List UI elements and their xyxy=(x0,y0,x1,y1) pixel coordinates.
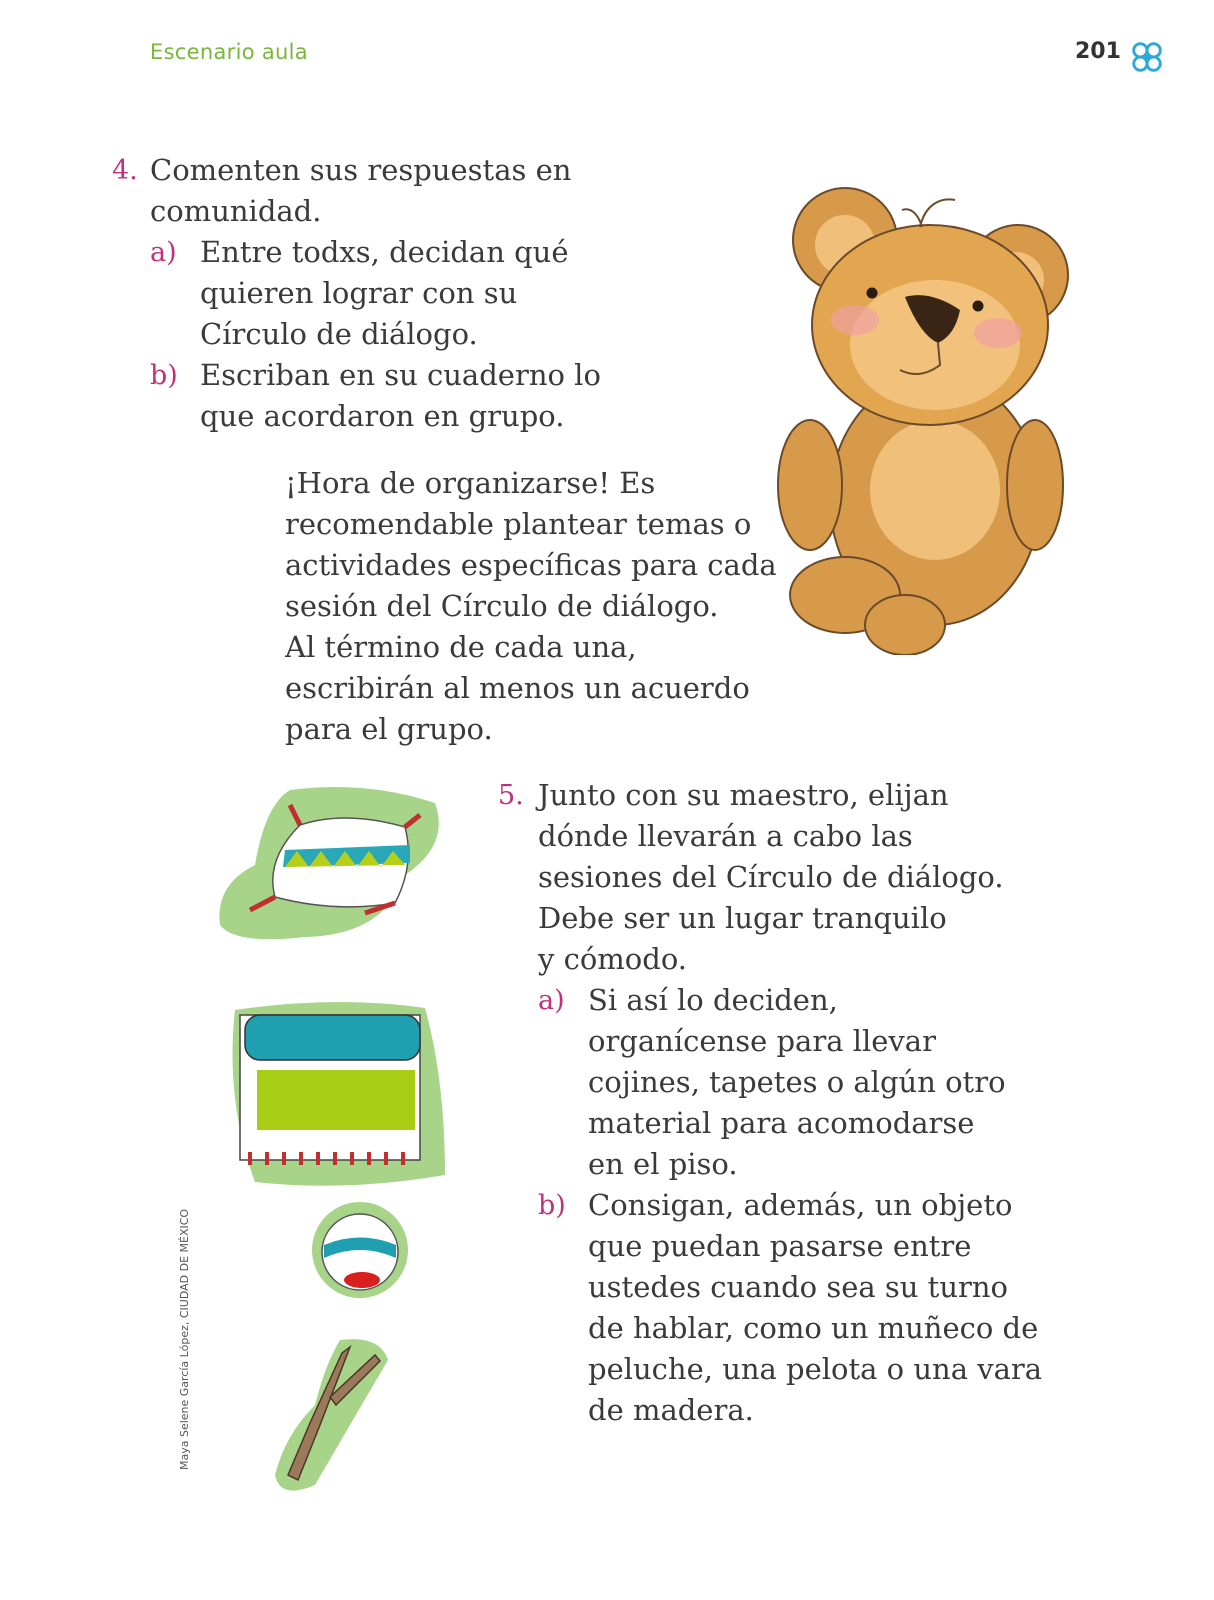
note-line-4: sesión del Círculo de diálogo. xyxy=(285,589,719,623)
illustration-credit: Maya Selene García López, CIUDAD DE MÉXICO xyxy=(178,1208,191,1470)
item-5a-line-1: Si así lo deciden, xyxy=(588,983,838,1017)
stick-illustration xyxy=(270,1335,395,1495)
item-5a-line-3: cojines, tapetes o algún otro xyxy=(588,1065,1006,1099)
item-5b-line-1: Consigan, además, un objeto xyxy=(588,1188,1013,1222)
ball-illustration xyxy=(310,1200,410,1300)
item-5b-line-4: de hablar, como un muñeco de xyxy=(588,1311,1039,1345)
section-title: Escenario aula xyxy=(150,40,308,64)
item-4b-line-2: que acordaron en grupo. xyxy=(200,399,565,433)
item-5b-line-2: que puedan pasarse entre xyxy=(588,1229,972,1263)
item-4-line-2: comunidad. xyxy=(150,194,322,228)
item-4a-line-2: quieren lograr con su xyxy=(200,276,518,310)
note-line-6: escribirán al menos un acuerdo xyxy=(285,671,750,705)
item-4b-line-1: Escriban en su cuaderno lo xyxy=(200,358,601,392)
item-5b-line-6: de madera. xyxy=(588,1393,754,1427)
item-5b-line-3: ustedes cuando sea su turno xyxy=(588,1270,1008,1304)
page-number: 201 xyxy=(1075,39,1121,64)
item-4-line-1: Comenten sus respuestas en xyxy=(150,153,572,187)
item-5-line-3: sesiones del Círculo de diálogo. xyxy=(538,860,1004,894)
item-5b-line-5: peluche, una pelota o una vara xyxy=(588,1352,1043,1386)
teddy-bear-illustration xyxy=(770,185,1090,655)
item-5a-line-4: material para acomodarse xyxy=(588,1106,975,1140)
item-4a-line-1: Entre todxs, decidan qué xyxy=(200,235,569,269)
item-5-line-4: Debe ser un lugar tranquilo xyxy=(538,901,947,935)
note-line-1: ¡Hora de organizarse! Es xyxy=(285,466,656,500)
item-5a-line-5: en el piso. xyxy=(588,1147,738,1181)
note-line-5: Al término de cada una, xyxy=(285,630,637,664)
note-line-3: actividades específicas para cada xyxy=(285,548,777,582)
rug-illustration xyxy=(225,1000,450,1190)
note-line-7: para el grupo. xyxy=(285,712,493,746)
item-5-line-2: dónde llevarán a cabo las xyxy=(538,819,913,853)
item-5a-line-2: organícense para llevar xyxy=(588,1024,936,1058)
item-4b-label: b) xyxy=(150,360,178,391)
item-5-number: 5. xyxy=(498,780,524,811)
flower-knot-icon xyxy=(1128,38,1166,76)
item-4-number: 4. xyxy=(112,155,138,186)
cushion-illustration xyxy=(215,785,445,945)
item-5-line-1: Junto con su maestro, elijan xyxy=(538,778,949,812)
item-4a-label: a) xyxy=(150,237,177,268)
item-5a-label: a) xyxy=(538,985,565,1016)
item-4a-line-3: Círculo de diálogo. xyxy=(200,317,478,351)
note-line-2: recomendable plantear temas o xyxy=(285,507,752,541)
item-5-line-5: y cómodo. xyxy=(538,942,687,976)
item-5b-label: b) xyxy=(538,1190,566,1221)
